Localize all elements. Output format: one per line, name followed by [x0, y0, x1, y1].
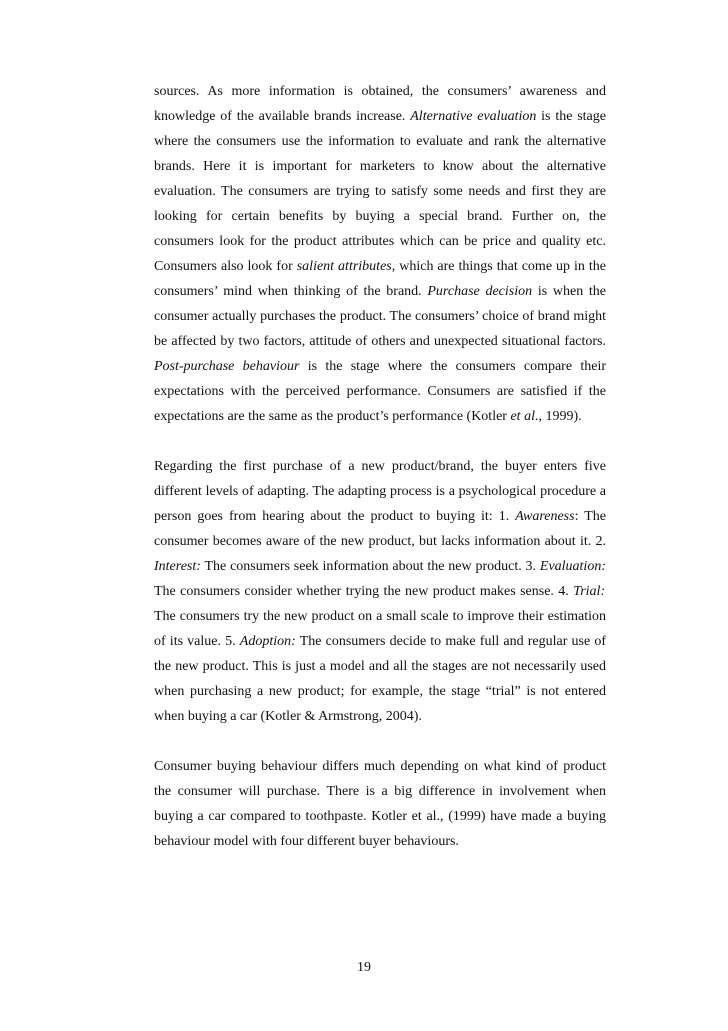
- text-run: The consumers try the new product on a small scale to improve their estimation of its value. 5.: [154, 609, 606, 649]
- text-run: : The consumer becomes aware of the new product, but lacks information about it. 2.: [154, 509, 606, 549]
- italic-term: Adoption:: [239, 634, 296, 649]
- paragraph-2: [154, 454, 606, 729]
- italic-term: Post-purchase behaviour: [154, 359, 300, 374]
- italic-term: Awareness: [515, 509, 575, 524]
- paragraph-3: [154, 754, 606, 854]
- text-run: sources. As more information is obtained, the consumers’ awareness and knowledge of the available brands increase.: [154, 84, 606, 124]
- text-run: is when the consumer actually purchases the product. The consumers’ choice of brand might be affected by two factors, attitude of others and unexpected situational factors.: [154, 284, 607, 349]
- italic-term: et al: [510, 409, 535, 424]
- italic-term: Trial:: [573, 584, 606, 599]
- italic-term: Alternative evaluation: [410, 109, 537, 124]
- text-run: Consumer buying behaviour differs much depending on what kind of product the consumer will purchase. There is a big difference in involvement when buying a car compared to toothpaste. Kotler et al., (1999) have made a buying behaviour model with four different buyer behaviours.: [154, 759, 606, 849]
- text-run: The consumers seek information about the new product. 3.: [200, 559, 540, 574]
- text-run: Regarding the first purchase of a new product/brand, the buyer enters five different levels of adapting. The adapting process is a psychological procedure a person goes from hearing about the product to buying it: 1.: [154, 459, 606, 524]
- italic-term: salient attributes: [296, 259, 392, 274]
- text-run: The consumers decide to make full and regular use of the new product. This is just a model and all the stages are not necessarily used when purchasing a new product; for example, the stage “trial” is not entered when buying a car (Kotler & Armstrong, 2004).: [154, 634, 606, 724]
- text-run: The consumers consider whether trying the new product makes sense. 4.: [154, 584, 574, 599]
- italic-term: Purchase decision: [427, 284, 533, 299]
- text-run: is the stage where the consumers compare their expectations with the perceived performance. Consumers are satisfied if the expectations are the same as the product’s performance (Kotler: [154, 359, 606, 424]
- paragraph-1: [154, 79, 606, 429]
- page-body: [154, 79, 606, 854]
- italic-term: Interest:: [154, 559, 201, 574]
- text-run: ., 1999).: [534, 409, 582, 424]
- text-run: , which are things that come up in the consumers’ mind when thinking of the brand.: [154, 259, 607, 299]
- page-number: 19: [357, 960, 371, 975]
- italic-term: Evaluation:: [539, 559, 606, 574]
- text-run: is the stage where the consumers use the information to evaluate and rank the alternative brands. Here it is important for marketers to know about the alternative evaluation. The consumers are trying to satisfy some needs and first they are looking for certain benefits by buying a special brand. Further on, the consumers look for the product attributes which can be price and quality etc. Consumers also look for: [154, 109, 606, 274]
